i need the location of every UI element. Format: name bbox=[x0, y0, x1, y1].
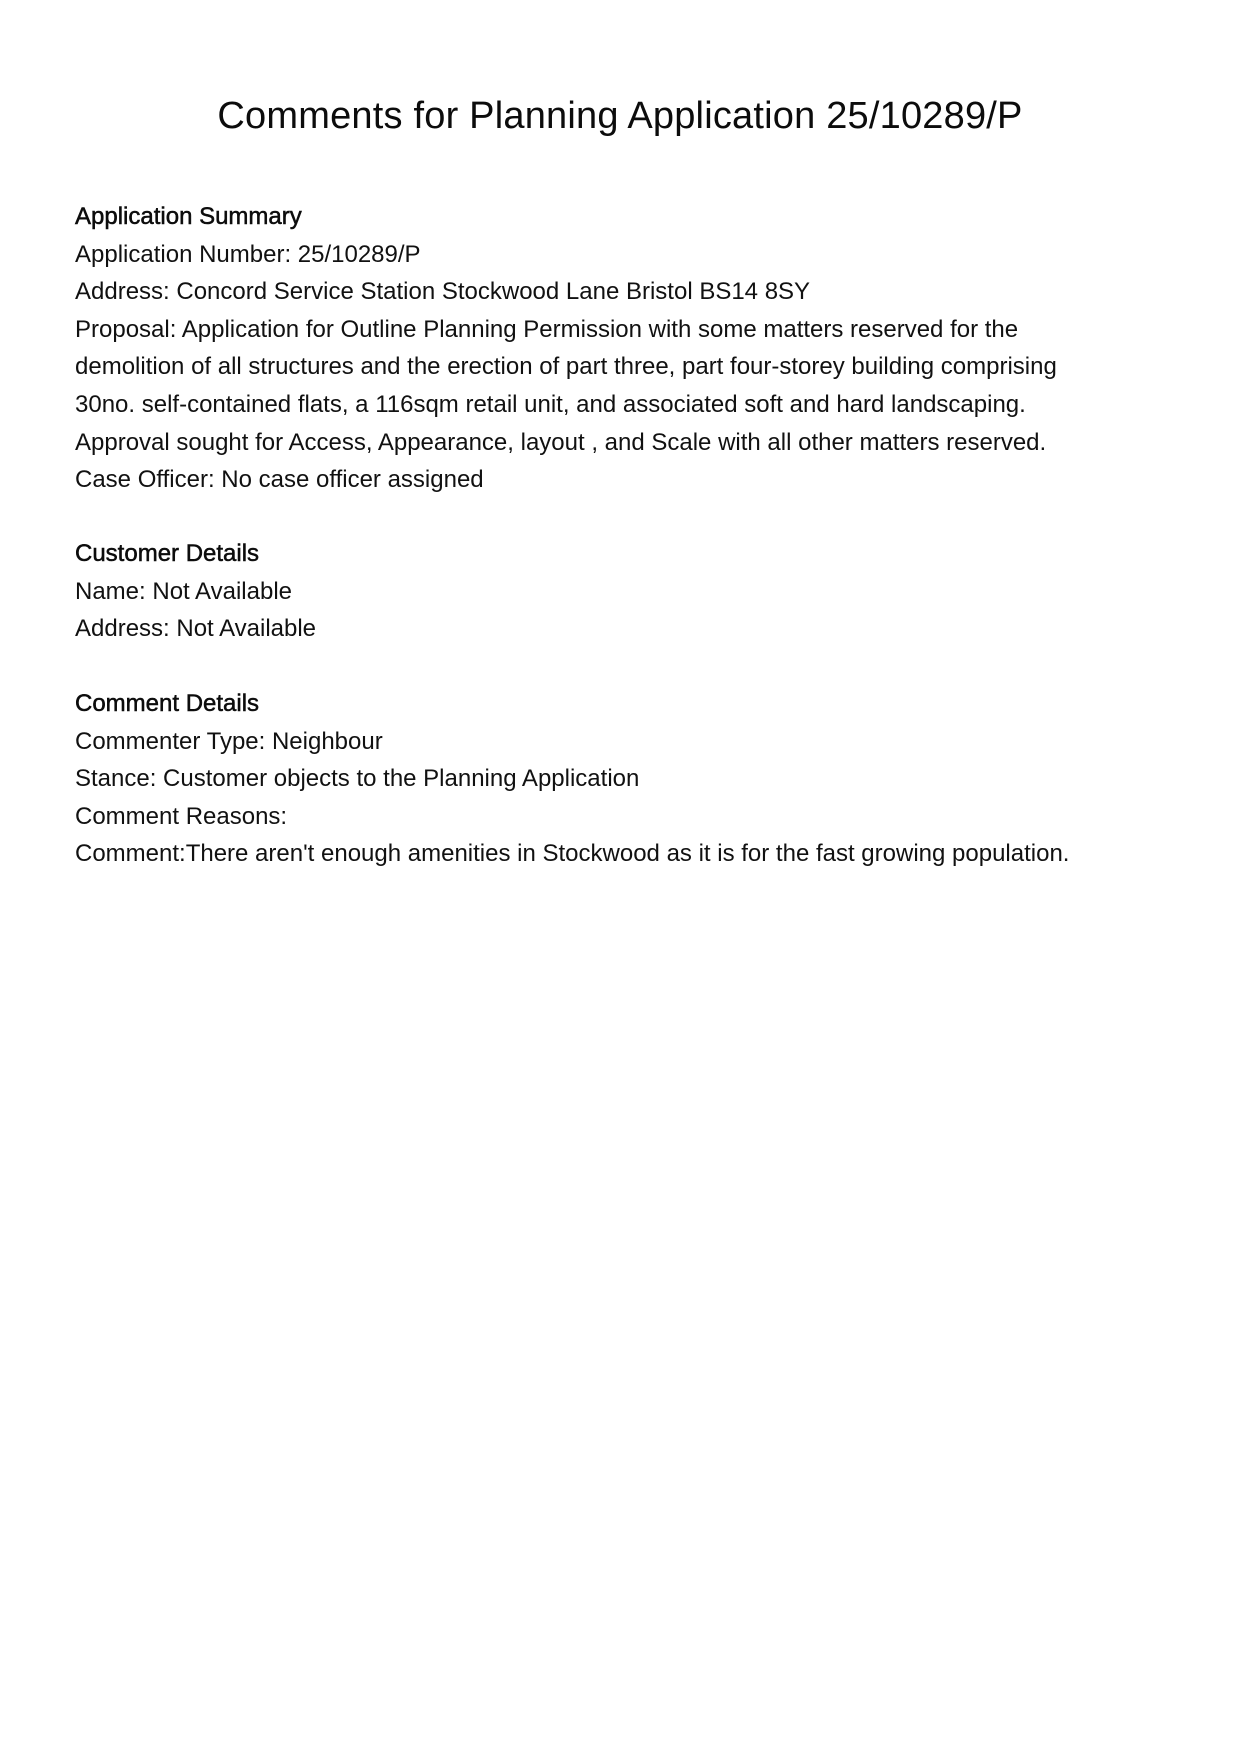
application-number: Application Number: 25/10289/P bbox=[75, 240, 421, 268]
comment-reasons: Comment Reasons: bbox=[75, 802, 288, 830]
application-summary-heading: Application Summary bbox=[75, 203, 302, 230]
proposal-line-1: Proposal: Application for Outline Planning Permission with some matters reserved for the bbox=[75, 315, 1019, 343]
case-officer: Case Officer: No case officer assigned bbox=[75, 466, 484, 494]
proposal-line-2: demolition of all structures and the erection of part three, part four-storey building comprising bbox=[75, 353, 1057, 381]
proposal-line-4: Approval sought for Access, Appearance, layout , and Scale with all other matters reserved. bbox=[75, 428, 1047, 456]
proposal-line-3: 30no. self-contained flats, a 116sqm retail unit, and associated soft and hard landscaping. bbox=[75, 390, 1026, 418]
comment-text: Comment:There aren't enough amenities in Stockwood as it is for the fast growing population. bbox=[75, 840, 1070, 868]
stance: Stance: Customer objects to the Planning Application bbox=[75, 765, 640, 793]
comment-details-heading: Comment Details bbox=[75, 690, 260, 717]
customer-address: Address: Not Available bbox=[75, 615, 317, 643]
customer-details-heading: Customer Details bbox=[75, 540, 260, 567]
application-summary-section bbox=[75, 198, 1175, 499]
application-address: Address: Concord Service Station Stockwood Lane Bristol BS14 8SY bbox=[75, 278, 811, 306]
page-title: Comments for Planning Application 25/10289/P bbox=[217, 95, 1023, 137]
customer-details-section bbox=[75, 535, 1175, 648]
commenter-type: Commenter Type: Neighbour bbox=[75, 727, 383, 755]
customer-name: Name: Not Available bbox=[75, 577, 293, 605]
comment-details-section bbox=[75, 685, 1175, 873]
